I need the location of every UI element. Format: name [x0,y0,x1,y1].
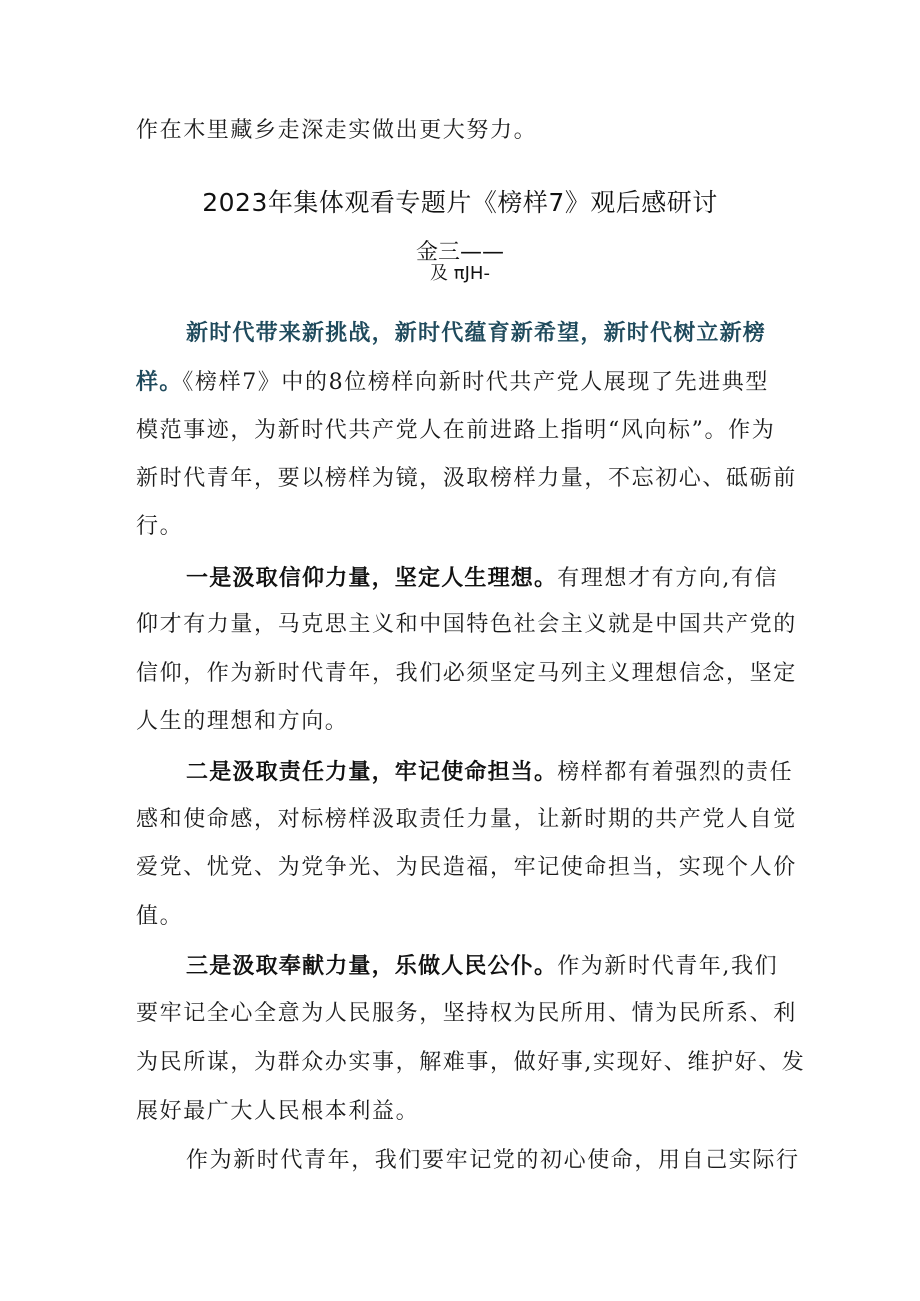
point-3-line-4: 展好最广大人民根本利益。 [136,1099,420,1124]
point-1-line-3: 信仰，作为新时代青年，我们必须坚定马列主义理想信念，坚定 [136,661,797,686]
intro-line-1 [186,318,796,349]
intro-line-2 [136,367,796,398]
point-3-line-2: 要牢记全心全意为人民服务，坚持权为民所用、情为民所系、利 [136,1001,797,1026]
point-2-heading: 二是汲取责任力量，牢记使命担当。 [186,759,558,785]
point-1-line-4: 人生的理想和方向。 [136,709,349,734]
intro-line-3: 模范事迹，为新时代共产党人在前进路上指明“风向标”。作为 [136,418,776,443]
document-subtitle-line-1: 金三—— [415,240,504,265]
intro-line-4: 新时代青年，要以榜样为镜，汲取榜样力量，不忘初心、砥砺前 [136,466,797,491]
point-2-line-1-rest: 榜样都有着强烈的责任 [557,760,794,785]
intro-lead-1: 新时代带来新挑战，新时代蕴育新希望，新时代树立新榜 [186,320,767,346]
point-2-line-4: 值。 [136,904,184,929]
document-subtitle-line-2: 及 πJH- [430,263,490,284]
point-1-line-2: 仰才有力量，马克思主义和中国特色社会主义就是中国共产党的 [136,612,797,637]
point-1-line-1-rest: 有理想才有方向,有信 [557,566,779,591]
top-fragment: 作在木里藏乡走深走实做出更大努力。 [136,118,538,143]
point-1-heading: 一是汲取信仰力量，坚定人生理想。 [186,565,558,591]
closing-line-1: 作为新时代青年，我们要牢记党的初心使命，用自己实际行 [186,1148,800,1173]
intro-line-5: 行。 [136,514,184,539]
point-3-heading: 三是汲取奉献力量，乐做人民公仆。 [186,953,558,979]
point-3-line-1 [186,951,796,982]
intro-lead-2: 样。 [136,369,183,395]
intro-line-2-rest: 《榜样7》中的8位榜样向新时代共产党人展现了先进典型 [182,370,770,395]
point-3-line-1-rest: 作为新时代青年,我们 [557,954,779,979]
point-1-line-1 [186,563,796,594]
point-2-line-3: 爱党、忧党、为党争光、为民造福，牢记使命担当，实现个人价 [136,855,797,880]
point-2-line-1 [186,757,796,788]
document-title: 2023年集体观看专题片《榜样7》观后感研讨 [202,188,718,217]
point-2-line-2: 感和使命感，对标榜样汲取责任力量，让新时期的共产党人自觉 [136,807,797,832]
point-3-line-3: 为民所谋，为群众办实事，解难事，做好事,实现好、维护好、发 [136,1050,806,1075]
